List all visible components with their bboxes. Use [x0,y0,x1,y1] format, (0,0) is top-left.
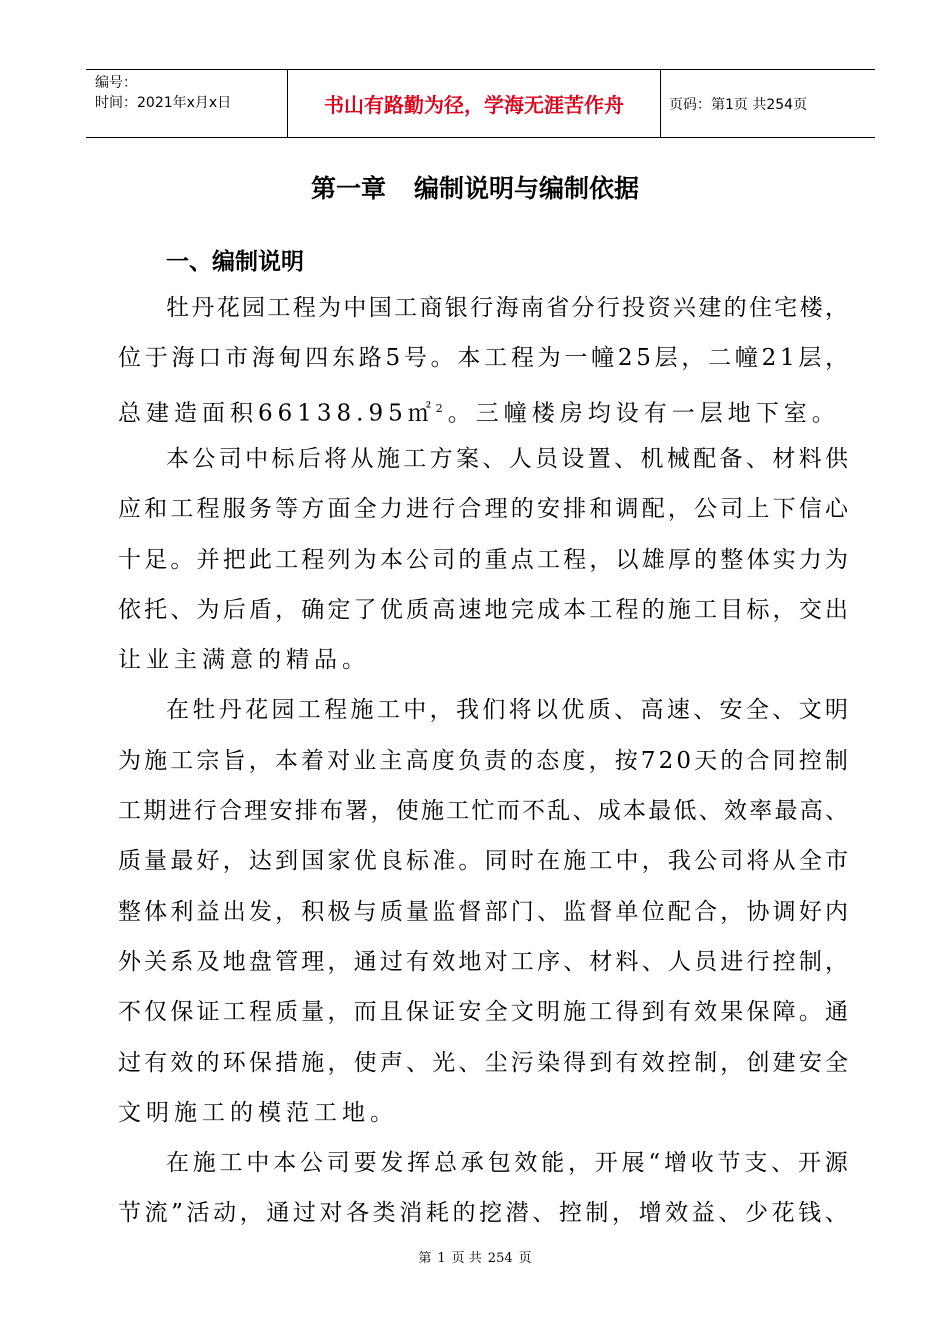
header-meta [86,70,287,137]
chapter-title [0,169,950,205]
page-header [86,69,875,138]
footer-page-prefix: 第 [418,1251,432,1266]
header-motto: 书山有路勤为径，学海无涯苦作舟 [287,70,661,137]
body-line: 质量最好，达到国家优良标准。同时在施工中，我公司将从全市 [118,848,852,875]
body-line: 外关系及地盘管理，通过有效地对工序、材料、人员进行控制， [118,948,852,975]
footer-page-suffix: 页 [518,1251,532,1266]
footer-page-mid: 页 共 [451,1251,482,1266]
body-line: 本公司中标后将从施工方案、人员设置、机械配备、材料供 [166,445,852,472]
body-line [118,394,840,429]
document-number-label: 编号： [95,75,137,91]
header-page-info: 页码：第1页 共254页 [669,96,808,113]
body-line: 位于海口市海甸四东路5号。本工程为一幢25层，二幢21层， [118,345,852,372]
chapter-number: 第一章 [310,174,386,203]
body-line: 过有效的环保措施，使声、光、尘污染得到有效控制，创建安全 [118,1049,852,1076]
body-line: 在牡丹花园工程施工中，我们将以优质、高速、安全、文明 [166,697,852,724]
area-value: 总建造面积66138.95㎡ [118,400,436,427]
body-line: 在施工中本公司要发挥总承包效能，开展“增收节支、开源 [166,1150,852,1177]
section-title: 一、编制说明 [166,249,304,275]
body-line: 整体利益出发，积极与质量监督部门、监督单位配合，协调好内 [118,898,852,925]
footer-page-number: 1 [437,1251,446,1266]
body-line: 文明施工的模范工地。 [118,1099,398,1126]
body-line: 不仅保证工程质量，而且保证安全文明施工得到有效果保障。通 [118,999,852,1026]
body-line: 为施工宗旨，本着对业主高度负责的态度，按720天的合同控制 [118,747,852,774]
page-footer [0,1247,950,1266]
body-line: 让业主满意的精品。 [118,647,370,674]
footer-total-pages: 254 [487,1251,513,1266]
document-time: 时间：2021年x月x日 [95,95,232,111]
body-line: 十足。并把此工程列为本公司的重点工程，以雄厚的整体实力为 [118,546,852,573]
area-superscript: 2 [435,401,448,415]
area-sentence-end: 。三幢楼房均设有一层地下室。 [447,400,840,427]
body-line: 节流”活动，通过对各类消耗的挖潜、控制，增效益、少花钱、 [118,1200,852,1227]
body-line: 工期进行合理安排布署，使施工忙而不乱、成本最低、效率最高、 [118,798,851,824]
chapter-name: 编制说明与编制依据 [414,174,640,203]
body-line: 应和工程服务等方面全力进行合理的安排和调配，公司上下信心 [118,496,852,523]
body-line: 牡丹花园工程为中国工商银行海南省分行投资兴建的住宅楼， [166,295,851,321]
body-line: 依托、为后盾，确定了优质高速地完成本工程的施工目标，交出 [118,596,852,623]
